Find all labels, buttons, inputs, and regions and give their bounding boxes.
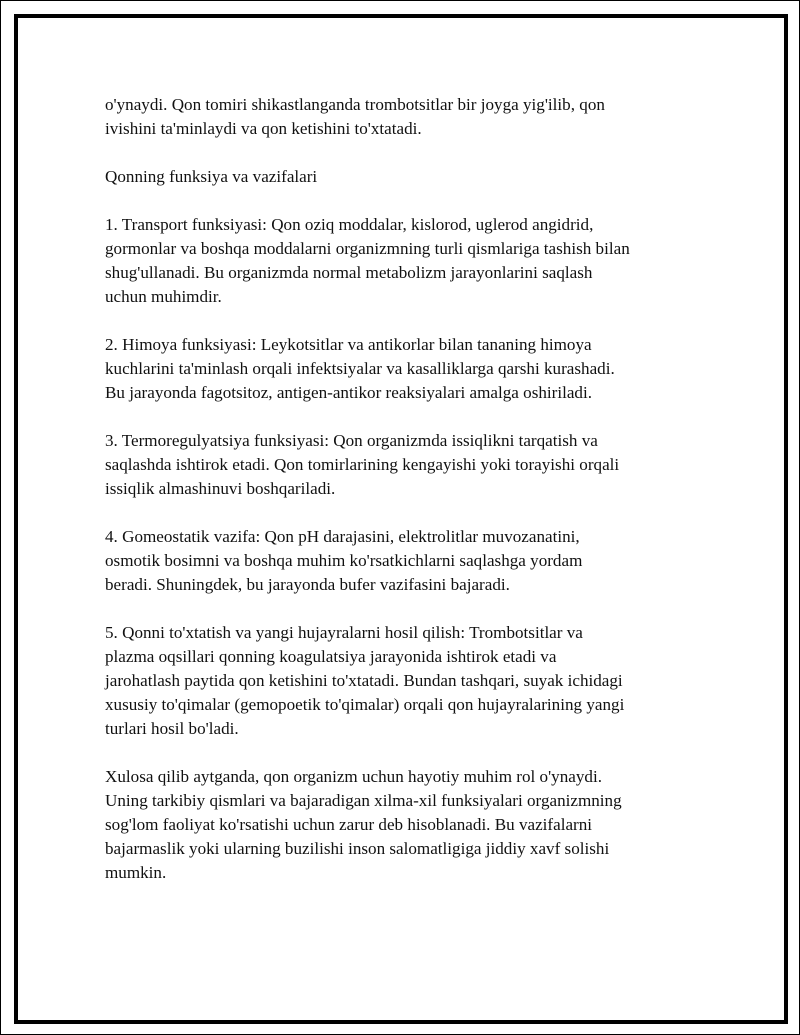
section-heading: Qonning funksiya va vazifalari: [105, 167, 318, 186]
paragraph-transport-function: 1. Transport funksiyasi: Qon oziq moddalar, kislorod, uglerod angidrid, gormonlar va boshqa moddalarni organizmning turli qismlariga tashish bilan shug'ullanadi. Bu organizmda normal metabolizm jarayonlarini saqlash uchun muhimdir.: [105, 215, 630, 306]
document-body: [105, 93, 705, 885]
paragraph-homeostatic-function: 4. Gomeostatik vazifa: Qon pH darajasini, elektrolitlar muvozanatini, osmotik bosimni va boshqa muhim ko'rsatkichlarni saqlashga yordam beradi. Shuningdek, bu jarayonda bufer vazifasini bajaradi.: [105, 527, 583, 594]
paragraph-thermoregulation-function: 3. Termoregulyatsiya funksiyasi: Qon organizmda issiqlikni tarqatish va saqlashda ishtirok etadi. Qon tomirlarining kengayishi yoki torayishi orqali issiqlik almashinuvi boshqariladi.: [105, 431, 620, 498]
paragraph-conclusion: Xulosa qilib aytganda, qon organizm uchun hayotiy muhim rol o'ynaydi. Uning tarkibiy qismlari va bajaradigan xilma-xil funksiyalari organizmning sog'lom faoliyat ko'rsatishi uchun zarur deb hisoblanadi. Bu vazifalarni bajarmaslik yoki ularning buzilishi inson salomatligiga jiddiy xavf solishi mumkin.: [105, 767, 622, 882]
paragraph-continuation: o'ynaydi. Qon tomiri shikastlanganda trombotsitlar bir joyga yig'ilib, qon ivishini ta'minlaydi va qon ketishini to'xtatadi.: [105, 95, 605, 138]
paragraph-coagulation-function: 5. Qonni to'xtatish va yangi hujayralarni hosil qilish: Trombotsitlar va plazma oqsillari qonning koagulatsiya jarayonida ishtirok etadi va jarohatlash paytida qon ketishini to'xtatadi. Bundan tashqari, suyak ichidagi xususiy to'qimalar (gemopoetik to'qimalar) orqali qon hujayralarining yangi turlari hosil bo'ladi.: [105, 623, 625, 738]
paragraph-protective-function: 2. Himoya funksiyasi: Leykotsitlar va antikorlar bilan tananing himoya kuchlarini ta'minlash orqali infektsiyalar va kasalliklarga qarshi kurashadi. Bu jarayonda fagotsitoz, antigen-antikor reaksiyalari amalga oshiriladi.: [105, 335, 615, 402]
